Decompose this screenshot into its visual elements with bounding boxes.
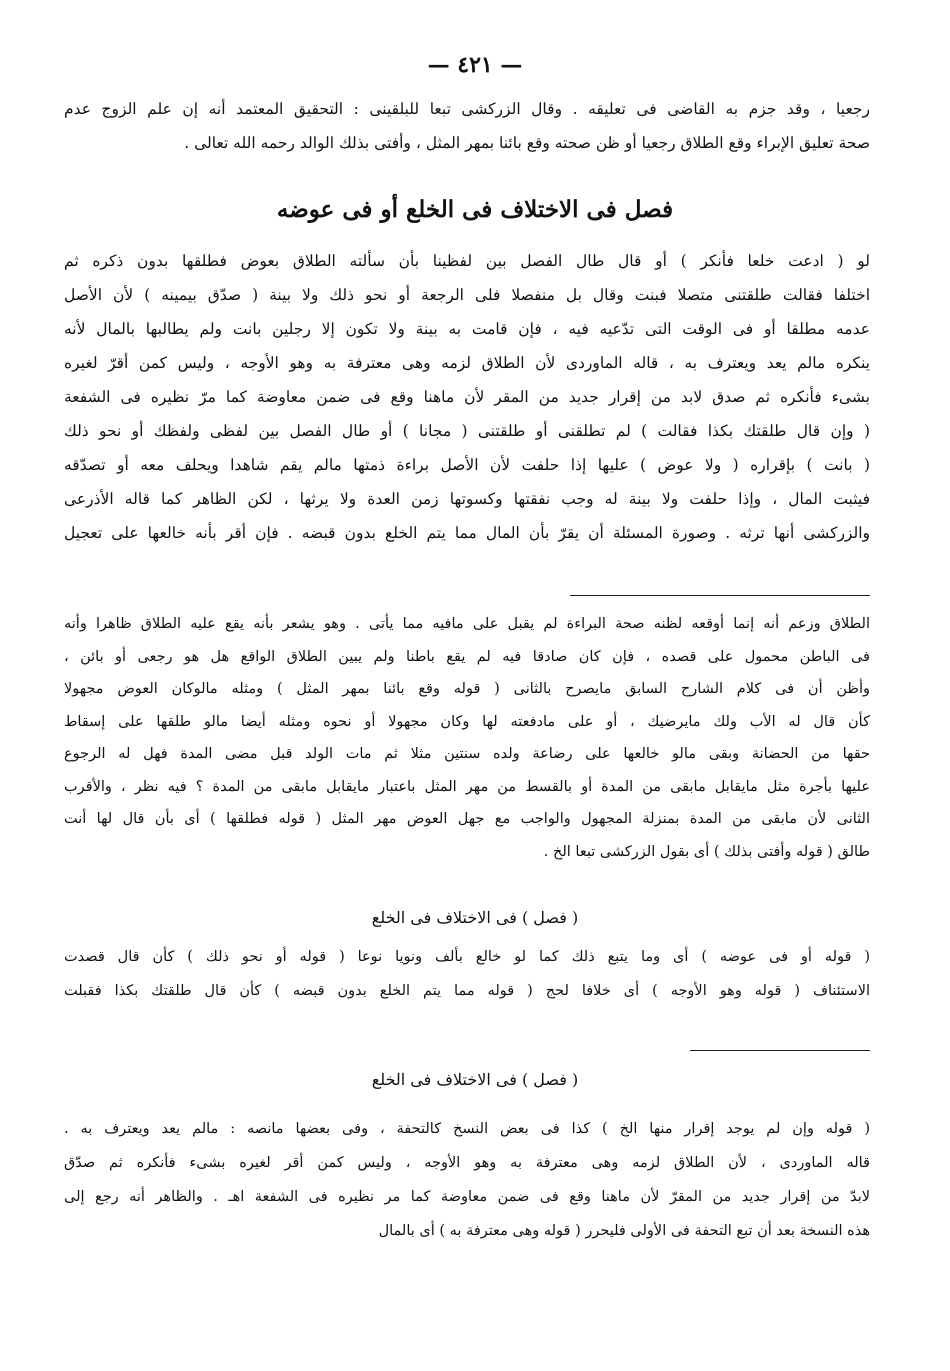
footnote-line: قاله الماوردى ، لأن الطلاق لزمه وهى معترفة به وهو الأوجه ، وليس كمن أقر لغيره بشىء فأنكره ثم صدّق <box>64 1155 870 1171</box>
main-text <box>64 244 870 550</box>
text-line: ينكره مالم يعد ويعترف به ، قاله الماوردى لأن الطلاق لزمه وهى معترفة به وهو الأوجه ، وليس كمن أقرّ لغيره <box>64 354 870 372</box>
text-line: اختلفا فقالت طلقتنى متصلا فبنت وقال بل منفصلا فلى الرجعة أو نحو ذلك ولا بينة ( صدّق بيمينه ) لأن الأصل <box>64 286 870 304</box>
footnote-block <box>64 1112 870 1248</box>
footnote-line: الثانى لأن مابقى من المدة بمنزلة المجهول والواجب مع جهل العوض مهر المثل ( قوله فطلقها ) أى بأن قال لها أنت <box>64 811 870 827</box>
text-line: عدمه مطلقا أو فى الوقت التى تدّعيه فيه ، فإن قامت به بينة ولا تكون إلا رجلين بانت ولم يطالبها بالمال لأنه <box>64 320 870 338</box>
footnote-line: وأظن أن فى كلام الشارح السابق مايصرح بالثانى ( قوله وقع بائنا بمهر المثل ) ومثله مالوكان العوض مجهولا <box>64 681 870 697</box>
section-heading: فصل فى الاختلاف فى الخلع أو فى عوضه <box>276 196 674 223</box>
footnote-divider <box>690 1050 870 1051</box>
footnote-block <box>64 608 870 868</box>
footnote-line: عليها بأجرة مثل مايقابل مابقى من المدة أو بالقسط من مهر المثل باعتبار مايقابل مابقى من المدة ؟ فيه نظر ، والأقرب <box>64 778 870 795</box>
footnote-line: الاستئناف ( قوله وهو الأوجه ) أى خلافا لحج ( قوله مما يتم الخلع بدون قبضه ) كأن قال طلقتك بكذا فقبلت <box>64 983 870 999</box>
text-line: رجعيا ، وقد جزم به القاضى فى تعليقه . وقال الزركشى تبعا للبلقينى : التحقيق المعتمد أنه إن علم الزوج عدم <box>64 100 870 118</box>
page-number: — ٤٢١ — <box>427 52 523 78</box>
footnote-line: لابدّ من إقرار جديد من المقرّ لأن ماهنا وقع فى ضمن معاوضة كما مر نظيره فى الشفعة اهـ . والظاهر أنه رجع إلى <box>64 1189 870 1205</box>
footnote-line: الطلاق وزعم أنه إنما أوقعه لظنه صحة البراءة لم يقبل على مافيه مما يأتى . وهو يشعر بأنه يقع عليه الطلاق ظاهرا وأنه <box>64 616 870 632</box>
footnote-line: حقها من الحضانة وبقى مالو خالعها على رضاعة ولده سنتين مثلا ثم مات الولد قبل مضى المدة فهل له الرجوع <box>64 746 870 762</box>
text-line: ( بانت ) بإقراره ( ولا عوض ) عليها إذا حلفت لأن الأصل براءة ذمتها مالم يقم شاهدا ويحلف معه أو تصدّقه <box>64 456 870 474</box>
footnote-line: هذه النسخة بعد أن تبع التحفة فى الأولى فليحرر ( قوله وهى معترفة به ) أى بالمال <box>378 1223 870 1239</box>
footnote-line: ( قوله أو فى عوضه ) أى وما يتبع ذلك كما لو خالع بألف ونويا نوعا ( قوله أو نحو ذلك ) كأن قال قصدت <box>64 949 870 965</box>
text-line: فيثبت المال ، وإذا حلفت ولا بينة له وجب نفقتها وكسوتها زمن العدة ولا يرثها ، لكن الظاهر كما قاله الأذرعى <box>64 490 870 508</box>
footnote-line: ( قوله وإن لم يوجد إقرار منها الخ ) كذا فى بعض النسخ كالتحفة ، وفى بعضها مانصه : مالم يعد ويعترف به . <box>64 1121 870 1137</box>
text-line: ( وإن قال طلقتك بكذا فقالت ) لم تطلقنى أو طلقتنى ( مجانا ) أو طال الفصل بين لفظى ولفظك أو نحو ذلك <box>64 422 870 440</box>
footnote-heading: ( فصل ) فى الاختلاف فى الخلع <box>371 1070 579 1089</box>
text-line: صحة تعليق الإبراء وقع الطلاق رجعيا أو ظن صحته وقع بائنا بمهر المثل ، وأفتى بذلك الوالد رحمه الله تعالى . <box>184 134 870 152</box>
intro-paragraph <box>64 92 870 160</box>
footnote-line: فى الباطن محمول على قصده ، فإن كان صادقا فيه لم يقع باطنا ولم يبين الطلاق الواقع هل هو رجعى أو بائن ، <box>64 648 870 665</box>
footnote-line: طالق ( قوله وأفتى بذلك ) أى بقول الزركشى تبعا الخ . <box>543 843 870 860</box>
footnote-line: كأن قال له الأب ولك مايرضيك ، أو على مادفعته لها وكان مجهولا أو نحوه ومثله أيضا مالو طلقها على إسقاط <box>64 713 870 730</box>
footnote-block <box>64 940 870 1008</box>
text-line: لو ( ادعت خلعا فأنكر ) أو قال طال الفصل بين لفظينا بأن سألته الطلاق بعوض فطلقها بدون ذكره ثم <box>64 252 870 270</box>
text-line: بشىء فأنكره ثم صدق لابد من إقرار جديد من المقر لأن ماهنا وقع فى ضمن معاوضة كما مرّ نظيره فى الشفعة <box>64 388 870 406</box>
text-line: والزركشى أنها ترثه . وصورة المسئلة أن يقرّ بأن المال مما يتم الخلع بدون قبضه . فإن أقر بأنه خالعها على تعجيل <box>64 524 870 542</box>
footnote-heading: ( فصل ) فى الاختلاف فى الخلع <box>371 908 579 927</box>
footnote-divider <box>570 595 870 596</box>
